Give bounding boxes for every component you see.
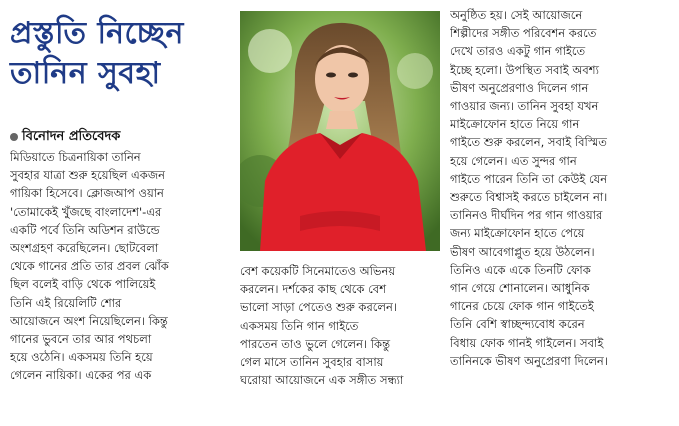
text-line: শুরুতে বিশ্বাসই করতে চাইলেন না। [450, 190, 608, 205]
text-line: বেশ কয়েকটি সিনেমাতেও অভিনয় [240, 264, 396, 278]
text-line: তিনি এই রিয়েলিটি শোর [10, 295, 122, 310]
text-line: ভীষণ অনুপ্রেরণাও দিলেন গান [450, 80, 589, 95]
text-line: 'তোমাকেই খুঁজছে বাংলাদেশ'-এর [10, 204, 162, 219]
text-line: ঘরোয়া আয়োজনে এক সঙ্গীত সন্ধ্যা [240, 373, 404, 388]
text-line: তানিনও দীর্ঘদিন পর গান গাওয়ার [450, 208, 603, 223]
text-line: বিধায় ফোক গানই গাইলেন। সবাই [450, 335, 604, 350]
text-line: পারতেন তাও ভুলে গেলেন। কিন্তু [240, 336, 391, 351]
text-line: গানের চেয়ে ফোক গান গাইতেই [450, 299, 594, 314]
text-line: ভীষণ আবেগাপ্লুত হয়ে উঠলেন। [450, 244, 595, 259]
text-line: হয়ে গেলেন। এত সুন্দর গান [450, 153, 577, 168]
text-line: গাওয়ার জন্য। তানিন সুবহা যখন [450, 99, 599, 114]
article-column-3 [450, 6, 675, 370]
text-line: গেল মাসে তানিন সুবহার বাসায় [240, 355, 384, 370]
headline-line: তানিন সুবহা [10, 56, 161, 91]
text-line: ছিল বলেই বাড়ি থেকে পালিয়েই [10, 277, 156, 292]
text-line: থেকে গানের প্রতি তার প্রবল ঝোঁক [10, 259, 169, 274]
text-line: গেলেন নায়িকা। একের পর এক [10, 368, 152, 383]
text-line: তিনি বেশি স্বাচ্ছন্দ্যবোধ করেন [450, 317, 585, 332]
text-line: শিল্পীদের সঙ্গীত পরিবেশন করতে [450, 26, 597, 41]
text-line: গান গেয়ে শোনালেন। আধুনিক [450, 281, 590, 296]
text-line: অংশগ্রহণ করেছিলেন। ছোটবেলা [10, 241, 159, 256]
text-line: করলেন। দর্শকের কাছ থেকে বেশ [240, 282, 386, 297]
text-line: তিনিও একে একে তিনটি ফোক [450, 262, 591, 277]
text-line: সুবহার যাত্রা শুরু হয়েছিল একজন [10, 168, 166, 183]
text-line: একসময় তিনি গান গাইতে [240, 318, 359, 333]
headline [10, 14, 225, 94]
text-line: জন্য মাইক্রোফোন হাতে পেয়ে [450, 226, 585, 241]
byline-text: বিনোদন প্রতিবেদক [22, 129, 121, 144]
text-line: মাইক্রোফোন হাতে নিয়ে গান [450, 117, 580, 132]
byline [10, 127, 235, 148]
text-line: ইচ্ছে হলো। উপস্থিত সবাই অবশ্য [450, 62, 599, 77]
portrait-illustration [240, 11, 440, 251]
text-line: একটি পর্বে তিনি অডিশন রাউন্ডে [10, 222, 160, 237]
text-line: গানের ভুবনে তার আর পথচলা [10, 332, 152, 347]
headline-line: প্রস্তুতি নিচ্ছেন [10, 16, 184, 51]
text-line: তানিনকে ভীষণ অনুপ্রেরণা দিলেন। [450, 353, 608, 368]
text-line: ভালো সাড়া পেতেও শুরু করলেন। [240, 300, 397, 315]
text-line: গায়িকা হিসেবে। ক্লোজআপ ওয়ান [10, 186, 164, 201]
text-line: আয়োজনে অংশ নিয়েছিলেন। কিন্তু [10, 313, 168, 328]
text-line: হয়ে ওঠেনি। একসময় তিনি হয়ে [10, 350, 153, 365]
article-column-2 [240, 262, 445, 389]
text-line: গাইতে শুরু করলেন, সবাই বিস্মিত [450, 135, 607, 150]
text-line: মিডিয়াতে চিত্রনায়িকা তানিন [10, 150, 141, 164]
bullet-icon [10, 133, 18, 141]
portrait-photo [240, 11, 440, 251]
article-column-1 [10, 148, 235, 385]
text-line: দেখে তারও একটু গান গাইতে [450, 44, 586, 59]
text-line: গাইতে পারেন তিনি তা কেউই যেন [450, 171, 608, 186]
text-line: অনুষ্ঠিত হয়। সেই আয়োজনে [450, 8, 583, 22]
